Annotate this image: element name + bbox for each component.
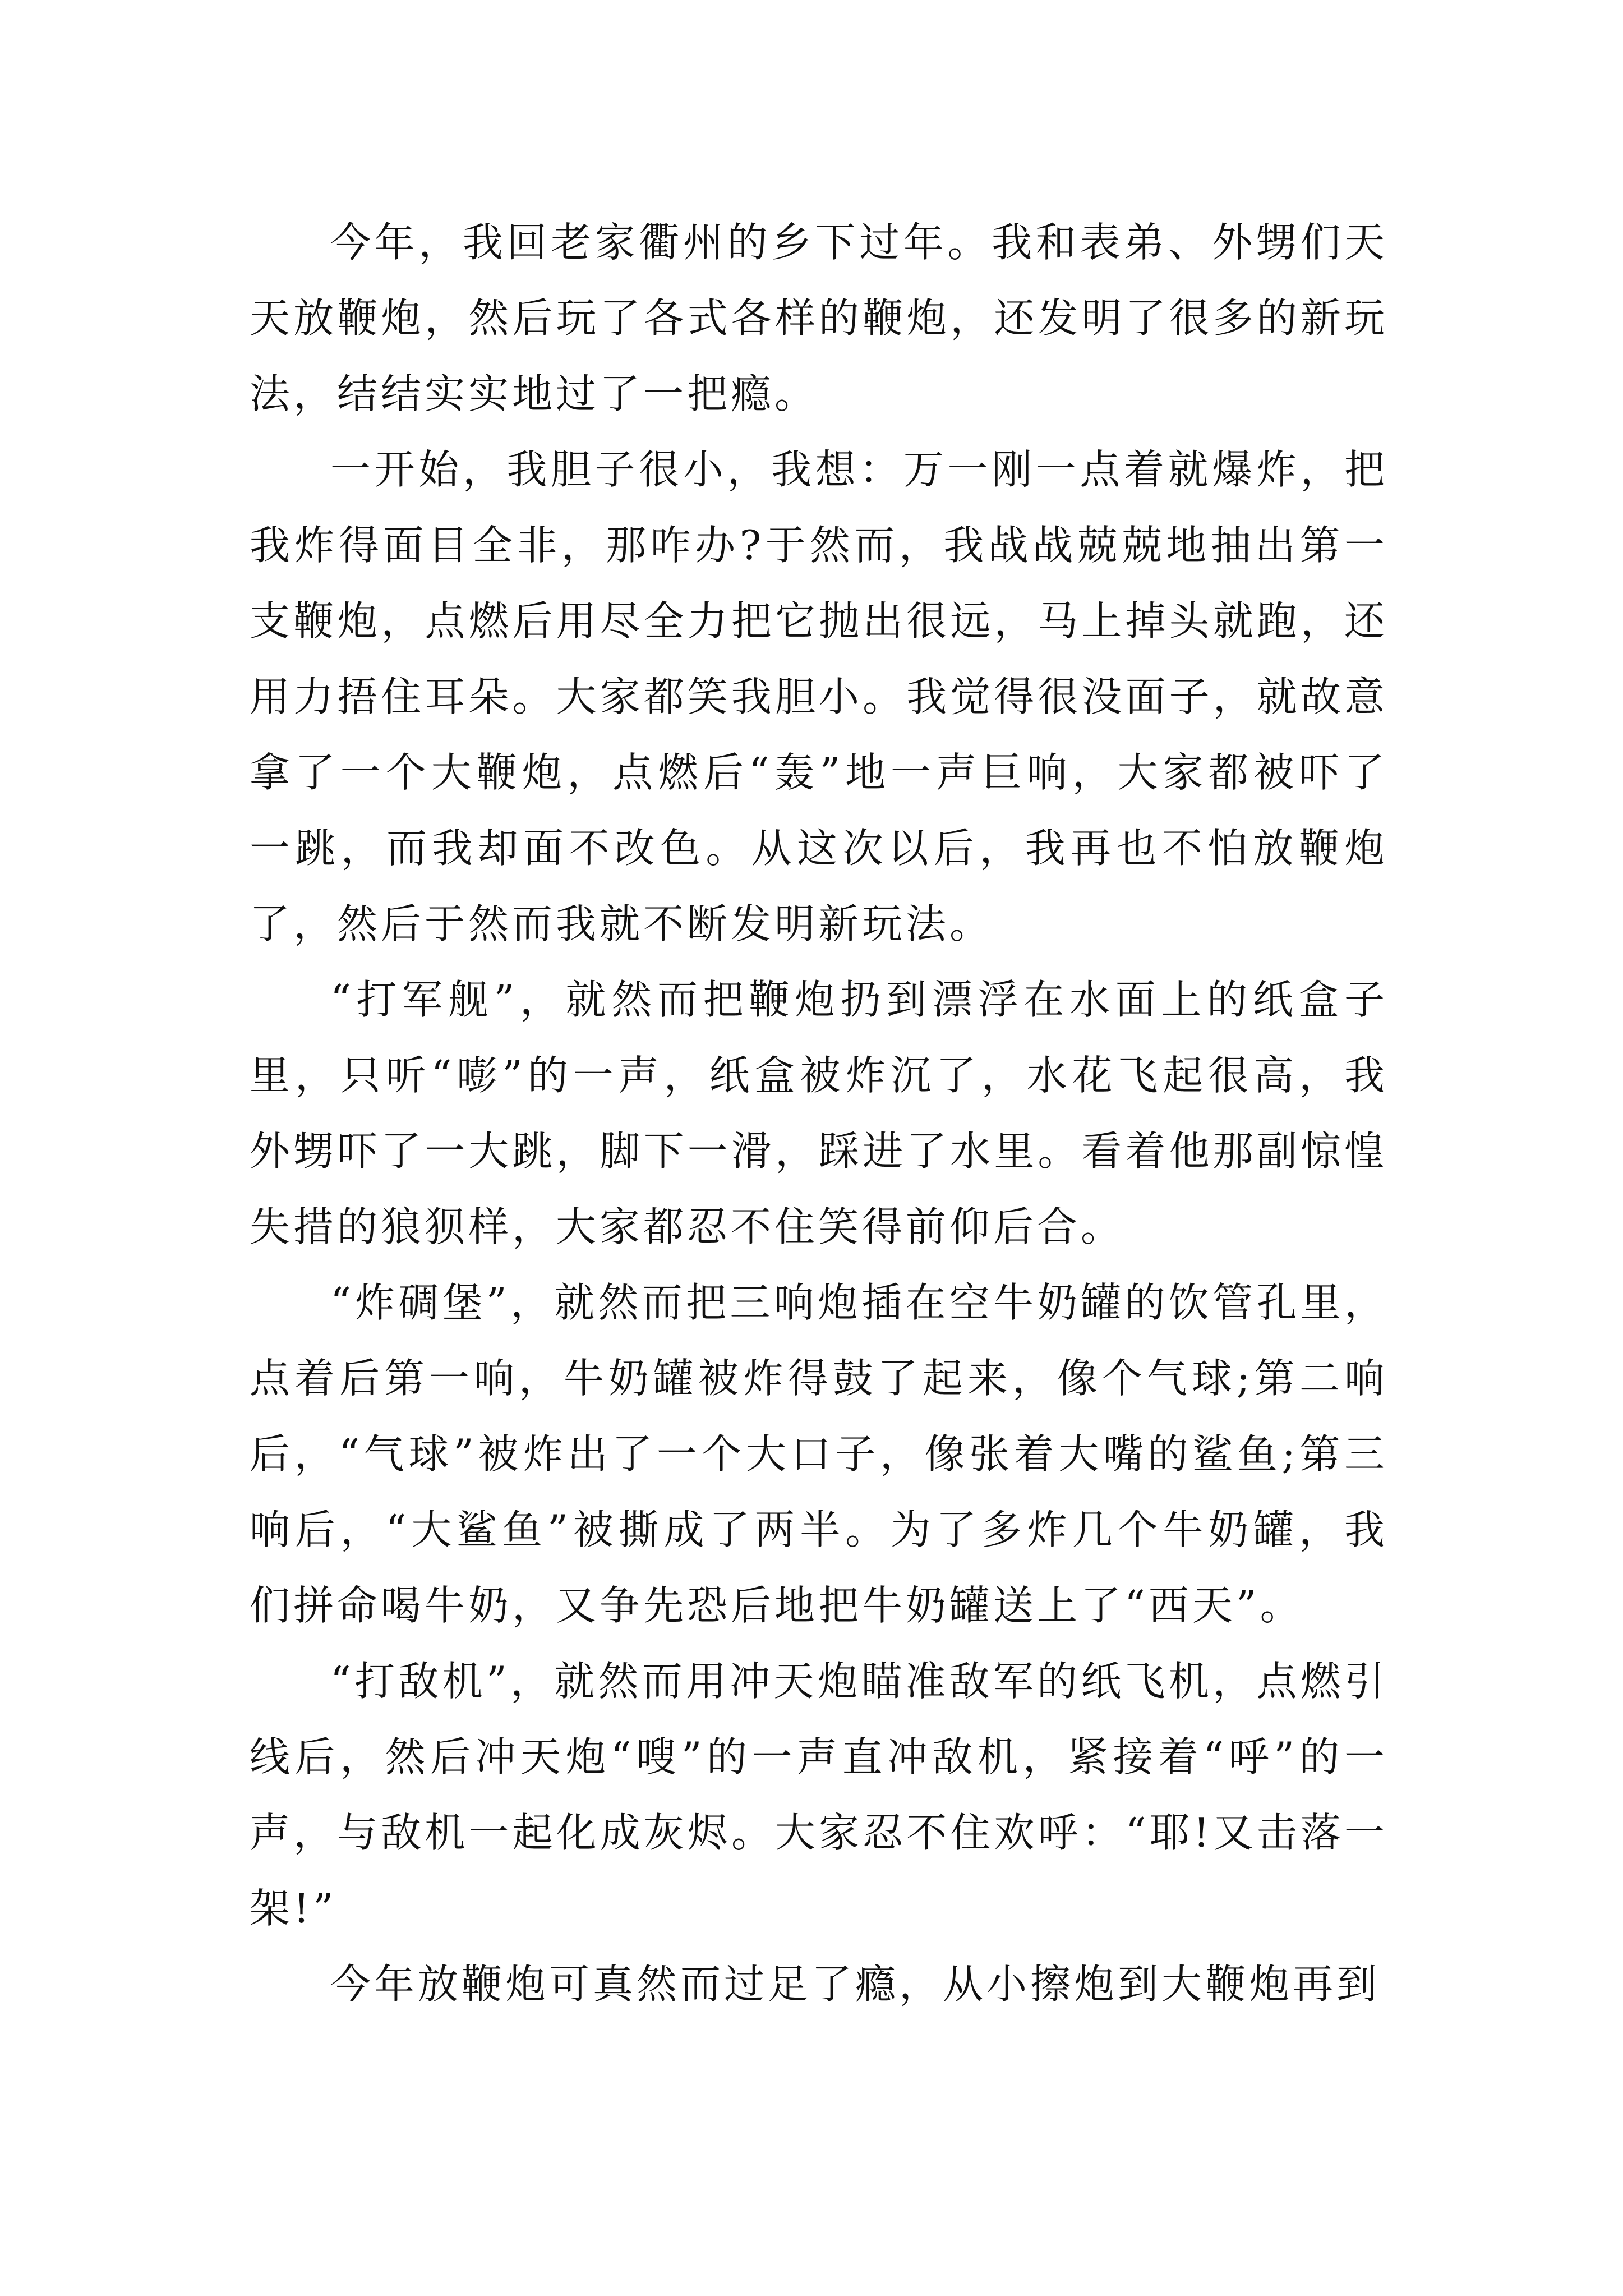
paragraph-1: 今年，我回老家衢州的乡下过年。我和表弟、外甥们天天放鞭炮，然后玩了各式各样的鞭炮，还发明了很多的新玩法，结结实实地过了一把瘾。 [250,219,1388,417]
document-body [250,205,1388,2022]
paragraph-6: 今年放鞭炮可真然而过足了瘾，从小擦炮到大鞭炮再到 [330,1961,1381,2008]
paragraph-4: “炸碉堡”，就然而把三响炮插在空牛奶罐的饮管孔里，点着后第一响，牛奶罐被炸得鼓了起来，像个气球;第二响后，“气球”被炸出了一个大口子，像张着大嘴的鲨鱼;第三响后，“大鲨鱼”被撕成了两半。为了多炸几个牛奶罐，我们拼命喝牛奶，又争先恐后地把牛奶罐送上了“西天”。 [250,1279,1388,1629]
paragraph-3: “打军舰”，就然而把鞭炮扔到漂浮在水面上的纸盒子里，只听“嘭”的一声，纸盒被炸沉了，水花飞起很高，我外甥吓了一大跳，脚下一滑，踩进了水里。看着他那副惊惶失措的狼狈样，大家都忍不住笑得前仰后合。 [250,976,1388,1250]
paragraph-2: 一开始，我胆子很小，我想：万一刚一点着就爆炸，把我炸得面目全非，那咋办?于然而，我战战兢兢地抽出第一支鞭炮，点燃后用尽全力把它抛出很远，马上掉头就跑，还用力捂住耳朵。大家都笑我胆小。我觉得很没面子，就故意拿了一个大鞭炮，点燃后“轰”地一声巨响，大家都被吓了一跳，而我却面不改色。从这次以后，我再也不怕放鞭炮了，然后于然而我就不断发明新玩法。 [250,446,1388,947]
paragraph-5: “打敌机”，就然而用冲天炮瞄准敌军的纸飞机，点燃引线后，然后冲天炮“嗖”的一声直冲敌机，紧接着“呼”的一声，与敌机一起化成灰烬。大家忍不住欢呼：“耶!又击落一架!” [250,1658,1388,1932]
